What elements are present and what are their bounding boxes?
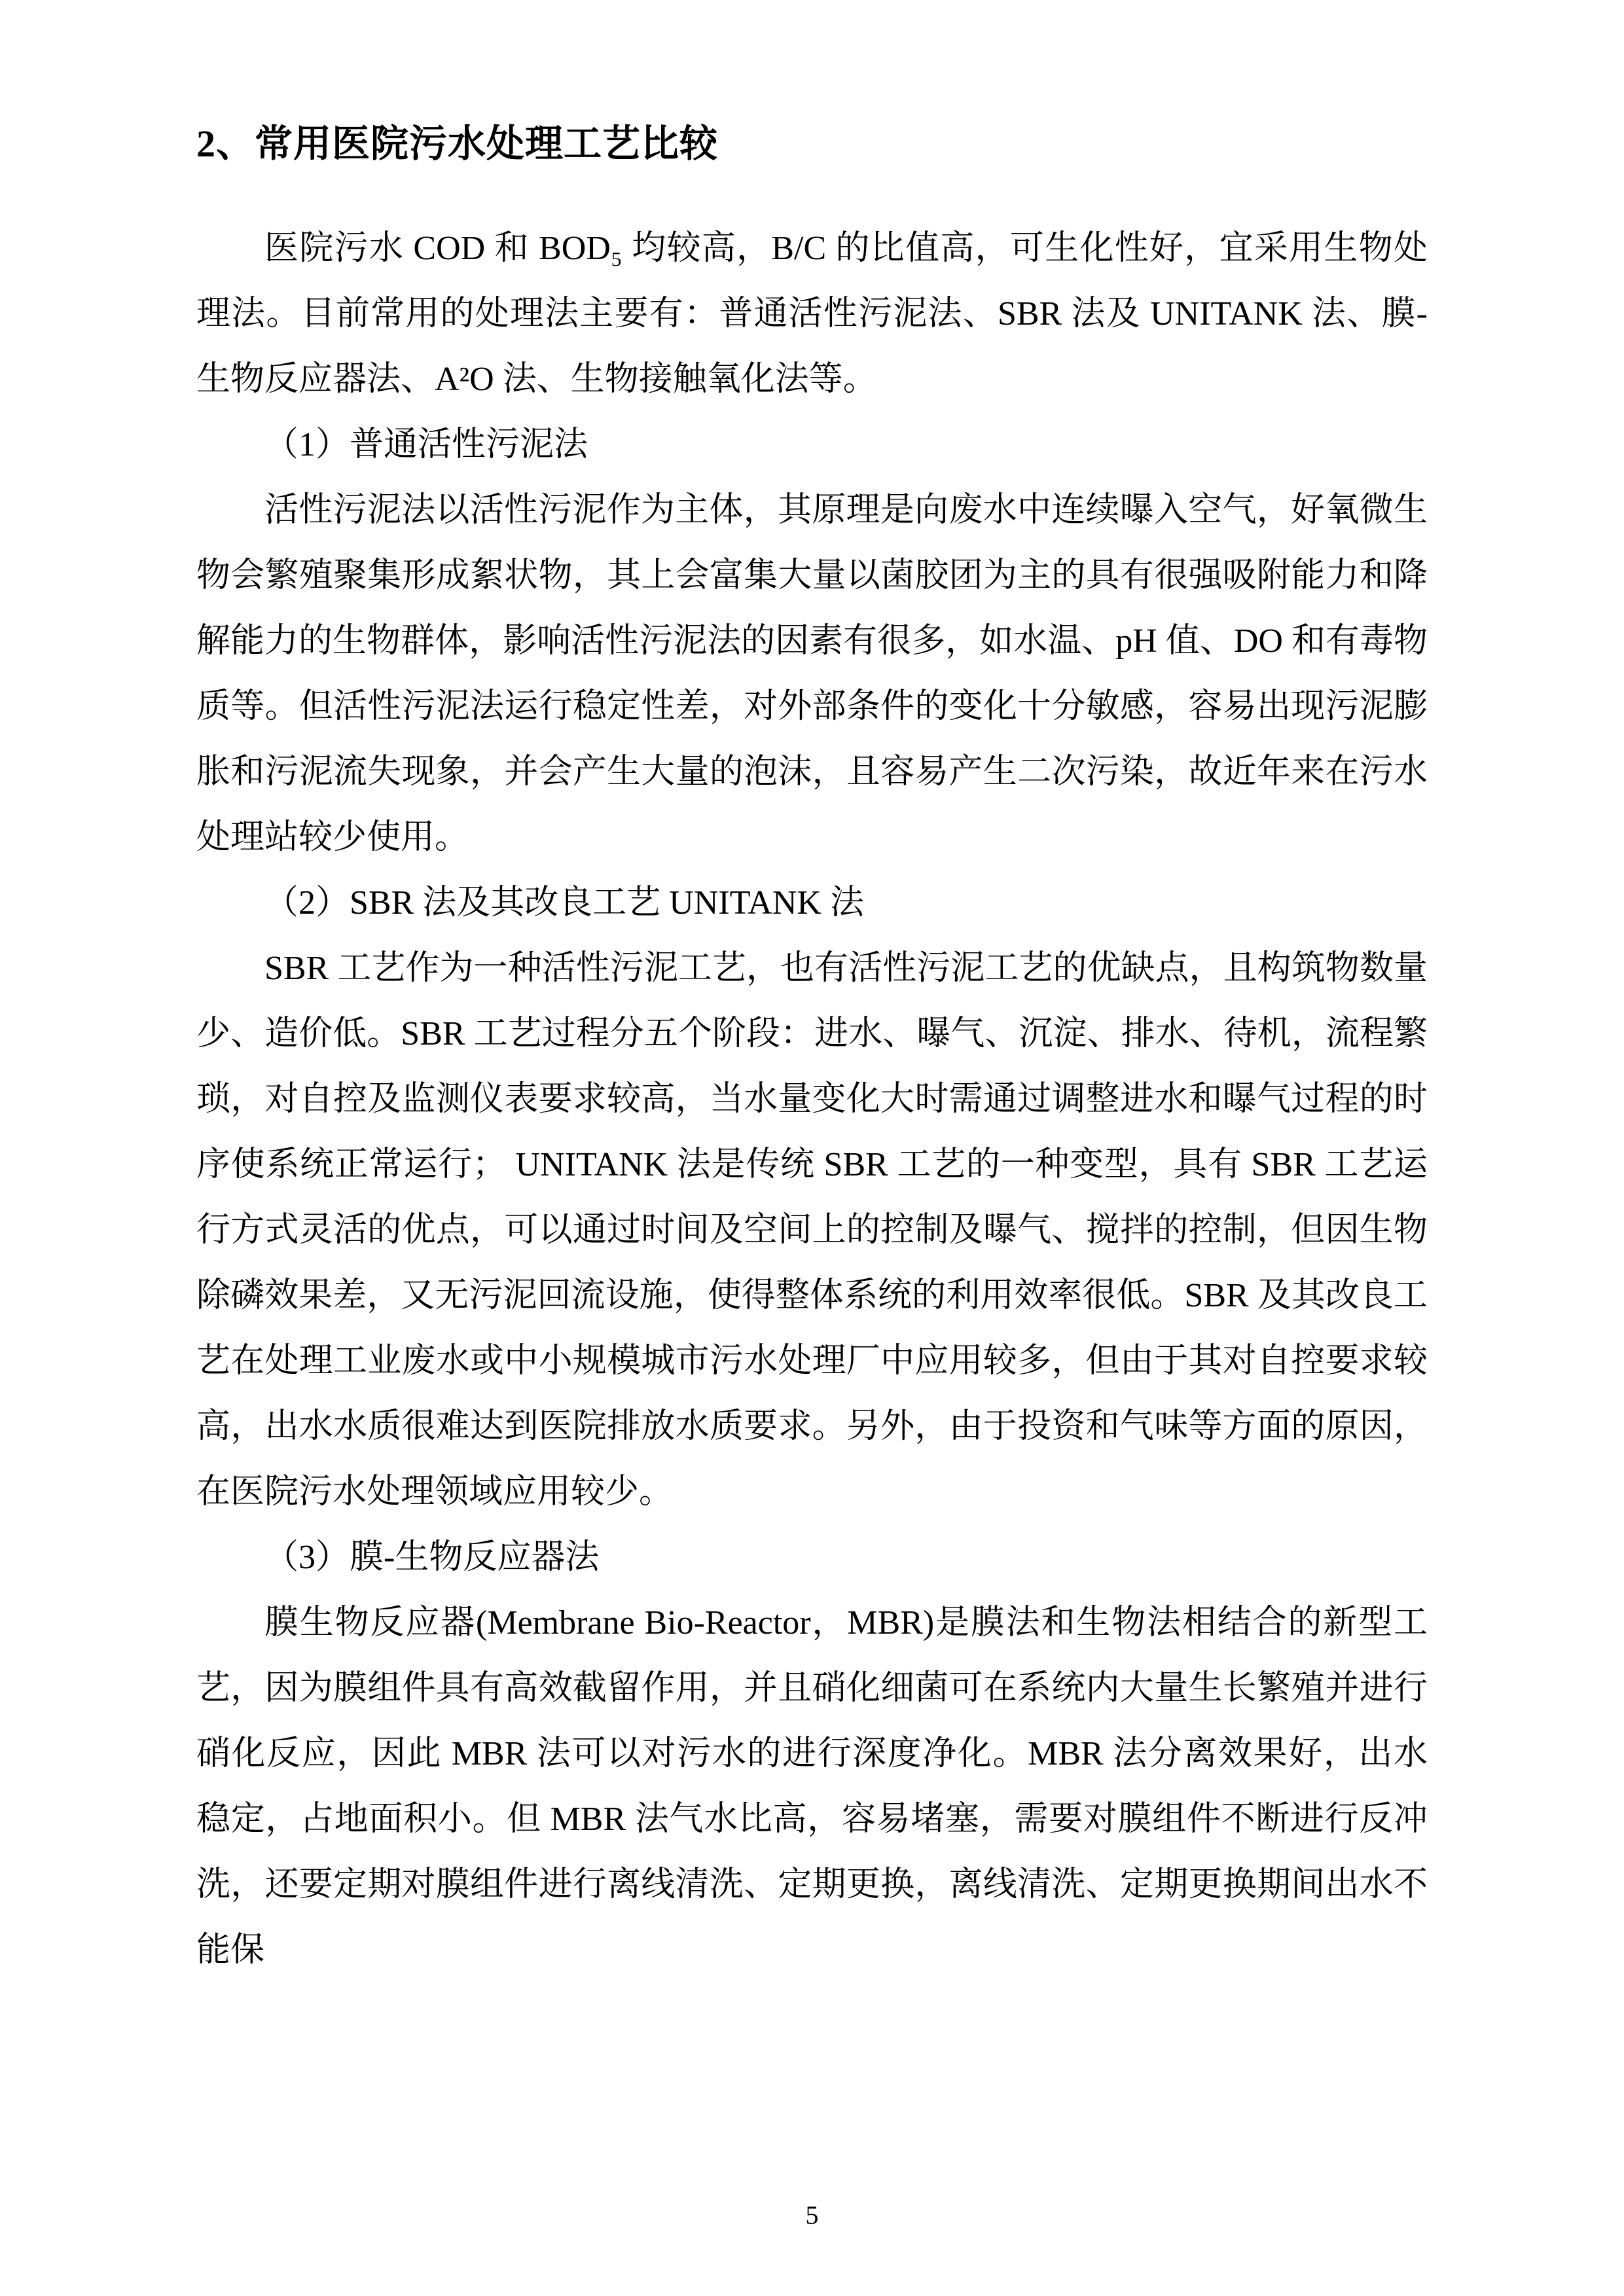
subheading-membrane-bioreactor: （3）膜-生物反应器法: [264, 1539, 600, 1576]
page-number: 5: [805, 2200, 819, 2230]
document-content: [196, 108, 1428, 1983]
paragraph-sbr-unitank: SBR 工艺作为一种活性污泥工艺，也有活性污泥工艺的优缺点，且构筑物数量少、造价低。SBR 工艺过程分五个阶段：进水、曝气、沉淀、排水、待机，流程繁琐，对自控及监测仪表要求较高，当水量变化大时需通过调整进水和曝气过程的时序使系统正常运行； UNITANK 法是传统 SBR 工艺的一种变型，具有 SBR 工艺运行方式灵活的优点，可以通过时间及空间上的控制及曝气、搅拌的控制，但因生物除磷效果差，又无污泥回流设施，使得整体系统的利用效率很低。SBR 及其改良工艺在处理工业废水或中小规模城市污水处理厂中应用较多，但由于其对自控要求较高，出水水质很难达到医院排放水质要求。另外，由于投资和气味等方面的原因，在医院污水处理领域应用较少。: [196, 950, 1428, 1511]
section-heading: 2、常用医院污水处理工艺比较: [196, 122, 719, 165]
subheading-sbr-unitank: （2）SBR 法及其改良工艺 UNITANK 法: [264, 884, 864, 922]
paragraph-membrane-bioreactor: 膜生物反应器(Membrane Bio-Reactor，MBR)是膜法和生物法相结合的新型工艺，因为膜组件具有高效截留作用，并且硝化细菌可在系统内大量生长繁殖并进行硝化反应，因此 MBR 法可以对污水的进行深度净化。MBR 法分离效果好，出水稳定，占地面积小。但 MBR 法气水比高，容易堵塞，需要对膜组件不断进行反冲洗，还要定期对膜组件进行离线清洗、定期更换，离线清洗、定期更换期间出水不能保: [196, 1604, 1428, 1969]
paragraph-activated-sludge: 活性污泥法以活性污泥作为主体，其原理是向废水中连续曝入空气，好氧微生物会繁殖聚集形成絮状物，其上会富集大量以菌胶团为主的具有很强吸附能力和降解能力的生物群体，影响活性污泥法的因素有很多，如水温、pH 值、DO 和有毒物质等。但活性污泥法运行稳定性差，对外部条件的变化十分敏感，容易出现污泥膨胀和污泥流失现象，并会产生大量的泡沫，且容易产生二次污染，故近年来在污水处理站较少使用。: [196, 492, 1428, 856]
page-footer: [0, 2200, 1624, 2231]
paragraph-intro: 医院污水 COD 和 BOD₅ 均较高，B/C 的比值高，可生化性好，宜采用生物处理法。目前常用的处理法主要有：普通活性污泥法、SBR 法及 UNITANK 法、膜-生物反应器法、A²O 法、生物接触氧化法等。: [196, 230, 1428, 398]
subheading-activated-sludge: （1）普通活性污泥法: [264, 426, 588, 463]
